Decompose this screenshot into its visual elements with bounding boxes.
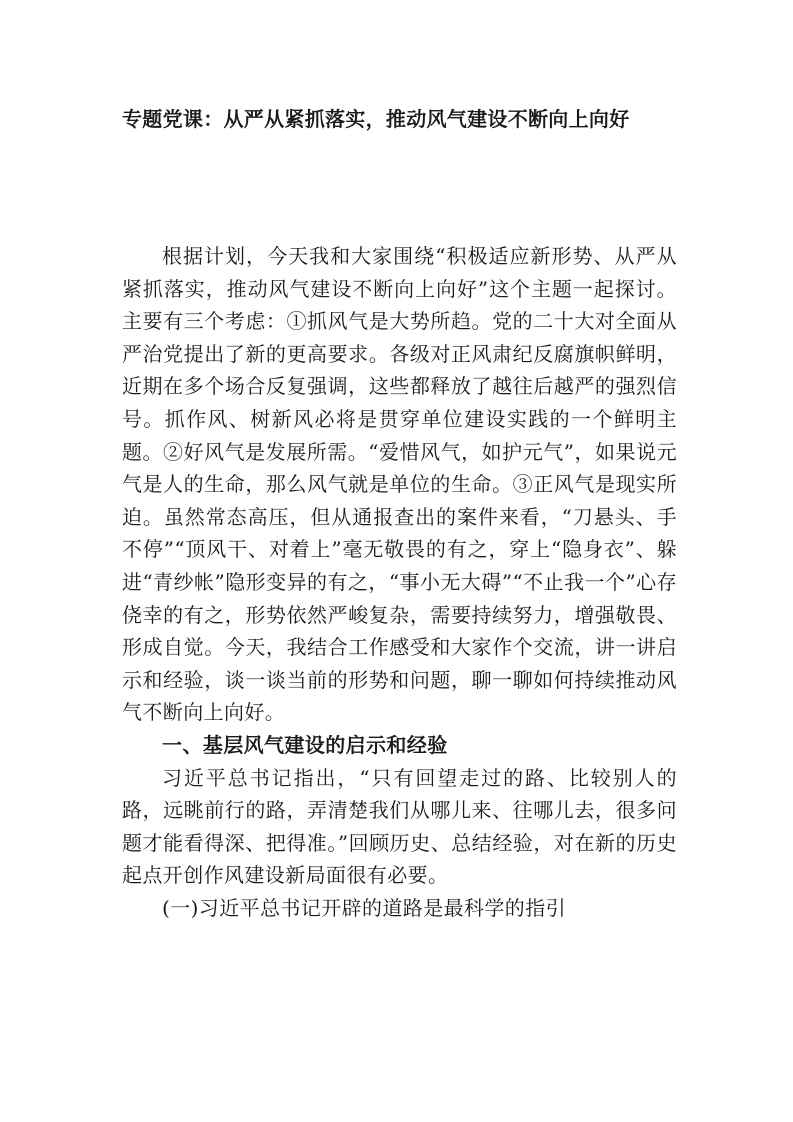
paragraph-intro: 根据计划，今天我和大家围绕“积极适应新形势、从严从紧抓落实，推动风气建设不断向上向好”这个主题一起探讨。主要有三个考虑：①抓风气是大势所趋。党的二十大对全面从严治党提出了新的更高要求。各级对正风肃纪反腐旗帜鲜明，近期在多个场合反复强调，这些都释放了越往后越严的强烈信号。抓作风、树新风必将是贯穿单位建设实践的一个鲜明主题。②好风气是发展所需。“爱惜风气，如护元气”，如果说元气是人的生命，那么风气就是单位的生命。③正风气是现实所迫。虽然常态高压，但从通报查出的案件来看，“刀悬头、手不停”“顶风干、对着上”毫无敬畏的有之，穿上“隐身衣”、躲进“青纱帐”隐形变异的有之，“事小无大碍”“不止我一个”心存侥幸的有之，形势依然严峻复杂，需要持续努力，增强敬畏、形成自觉。今天，我结合工作感受和大家作个交流，讲一讲启示和经验，谈一谈当前的形势和问题，聊一聊如何持续推动风气不断向上向好。	[122, 244, 677, 725]
document-body	[122, 240, 677, 924]
document-title: 专题党课：从严从紧抓落实，推动风气建设不断向上向好	[122, 107, 630, 131]
paragraph-quote: 习近平总书记指出，“只有回望走过的路、比较别人的路，远眺前行的路，弄清楚我们从哪儿来、往哪儿去，很多问题才能看得深、把得准。”回顾历史、总结经验，对在新的历史起点开创作风建设新局面很有必要。	[122, 765, 677, 888]
subsection-heading: (一)习近平总书记开辟的道路是最科学的指引	[162, 895, 567, 920]
section-heading: 一、基层风气建设的启示和经验	[162, 732, 448, 757]
